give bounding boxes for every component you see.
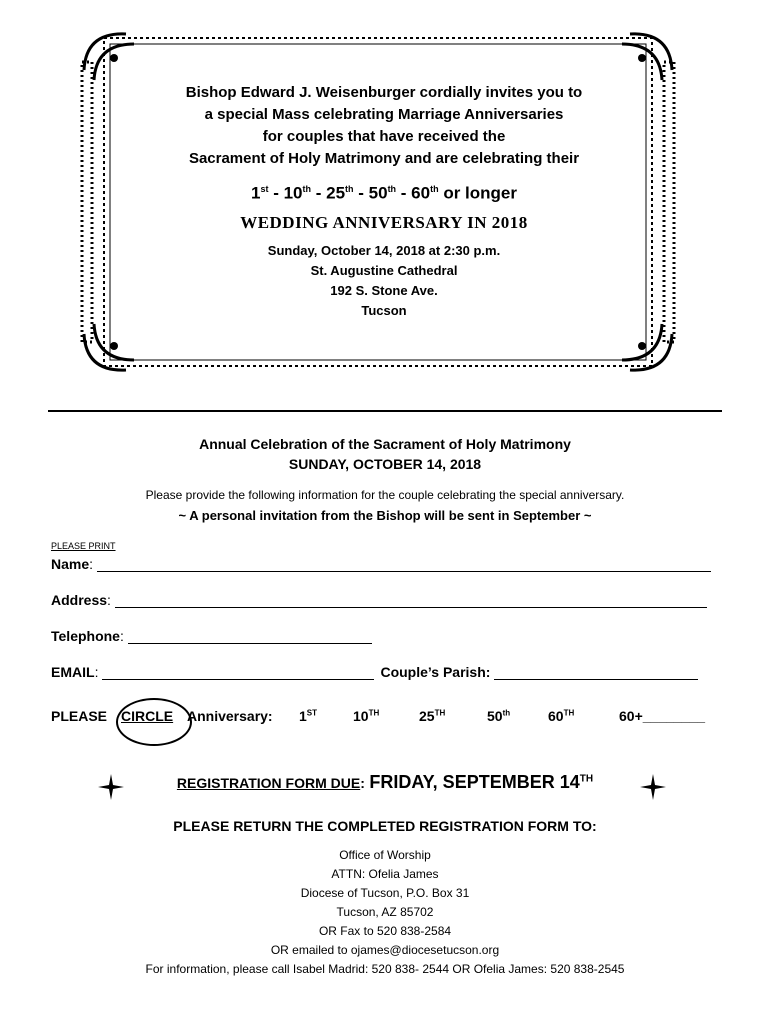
email-input-line[interactable] xyxy=(102,665,374,680)
address-input-line[interactable] xyxy=(115,593,707,608)
email-line: OR emailed to ojames@diocesetucson.org xyxy=(270,943,500,957)
return-heading: PLEASE RETURN THE COMPLETED REGISTRATION FORM TO: xyxy=(173,818,597,834)
event-city: Tucson xyxy=(361,302,407,318)
return-address xyxy=(0,846,770,979)
invitation-line: Sacrament of Holy Matrimony and are celebrating their xyxy=(188,150,580,167)
name-input-line[interactable] xyxy=(97,557,711,572)
circle-word: CIRCLE xyxy=(121,708,174,724)
option-50th[interactable]: 50th xyxy=(487,708,511,724)
telephone-field[interactable]: Telephone : xyxy=(51,628,372,644)
event-street: 192 S. Stone Ave. xyxy=(330,282,438,298)
option-10th[interactable]: 10TH xyxy=(353,708,380,724)
name-field[interactable]: Name : xyxy=(51,556,711,572)
fax-line: OR Fax to 520 838-2584 xyxy=(318,924,452,938)
contact-line: For information, please call Isabel Madrid: 520 838- 2544 OR Ofelia James: 520 838-2545 xyxy=(145,962,625,976)
form-note: ~ A personal invitation from the Bishop will be sent in September ~ xyxy=(178,508,592,523)
address-label: Address xyxy=(51,592,108,608)
form-heading: Annual Celebration of the Sacrament of Holy Matrimony SUNDAY, OCTOBER 14, 2018 xyxy=(199,436,571,472)
event-details xyxy=(100,241,668,321)
address-line: Diocese of Tucson, P.O. Box 31 xyxy=(300,886,470,900)
invitation-line: a special Mass celebrating Marriage Anniversaries xyxy=(204,106,564,123)
address-line: Office of Worship xyxy=(339,848,431,862)
parish-label: Couple’s Parish: xyxy=(380,664,491,680)
option-25th[interactable]: 25TH xyxy=(419,708,446,724)
section-divider xyxy=(48,410,722,412)
due-label: REGISTRATION FORM DUE xyxy=(176,775,361,791)
name-label: Name xyxy=(51,556,90,572)
please-print-label: PLEASE PRINT xyxy=(51,541,116,551)
form-instruction: Please provide the following information for the couple celebrating the special anniversary. xyxy=(145,488,625,502)
parish-input-line[interactable] xyxy=(494,665,698,680)
address-line: ATTN: Ofelia James xyxy=(331,867,439,881)
telephone-label: Telephone xyxy=(51,628,120,644)
email-field[interactable]: EMAIL : Couple’s Parish: xyxy=(51,664,698,680)
invitation-title: WEDDING ANNIVERSARY IN 2018 xyxy=(240,212,528,232)
invitation-line: Bishop Edward J. Weisenburger cordially invites you to xyxy=(185,84,583,101)
option-60-plus[interactable]: 60+________ xyxy=(619,708,706,724)
anniversary-label: Anniversary: xyxy=(187,708,273,724)
invitation-line: for couples that have received the xyxy=(262,128,506,145)
anniversary-years: 1st - 10th - 25th - 50th - 60th or longer xyxy=(250,183,517,203)
email-label: EMAIL xyxy=(51,664,95,680)
circle-prefix: PLEASE xyxy=(51,708,108,724)
invitation xyxy=(100,82,668,321)
event-datetime: Sunday, October 14, 2018 at 2:30 p.m. xyxy=(267,242,501,258)
option-1st[interactable]: 1ST xyxy=(299,708,318,724)
due-date: FRIDAY, SEPTEMBER 14 xyxy=(369,772,580,792)
telephone-input-line[interactable] xyxy=(128,629,372,644)
due-date-line: REGISTRATION FORM DUE: FRIDAY, SEPTEMBER 14TH xyxy=(176,772,594,792)
address-line: Tucson, AZ 85702 xyxy=(336,905,434,919)
event-venue: St. Augustine Cathedral xyxy=(310,262,458,278)
address-field[interactable]: Address : xyxy=(51,592,707,608)
option-60th[interactable]: 60TH xyxy=(548,708,575,724)
